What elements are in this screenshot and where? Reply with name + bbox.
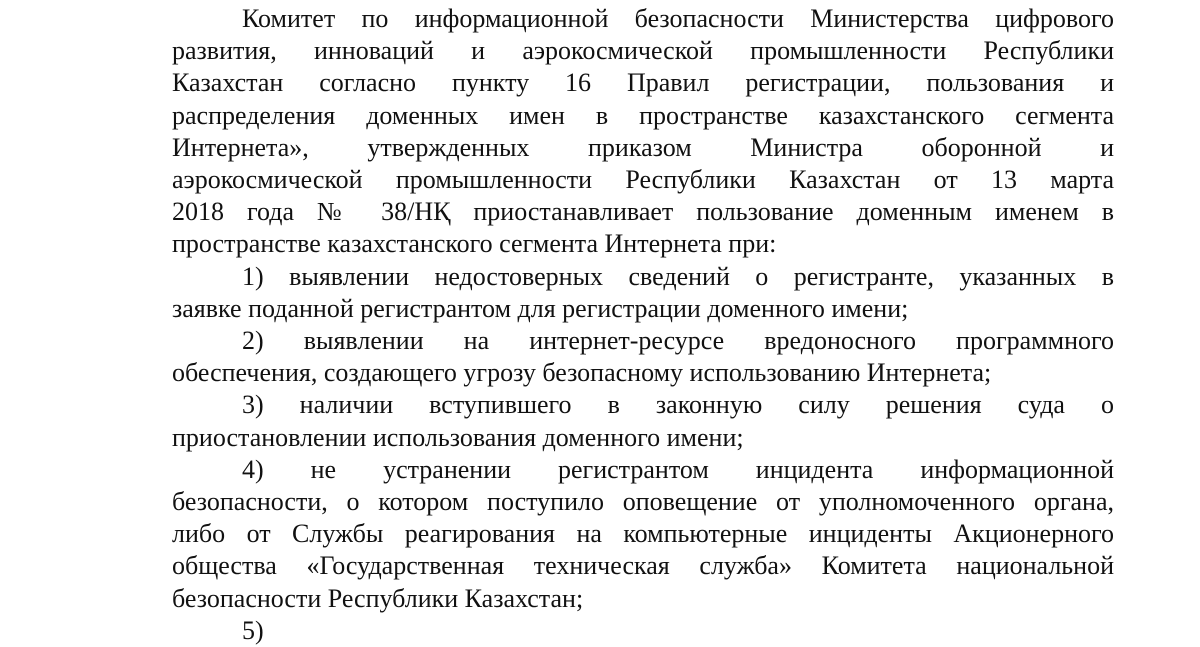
text-line: распределения доменных имен в пространстве казахстанского сегмента <box>172 100 1114 130</box>
text-line: либо от Службы реагирования на компьютерные инциденты Акционерного <box>172 519 1114 549</box>
text-line: 3) наличии вступившего в законную силу решения суда о <box>242 390 1114 420</box>
text-line: развития, инноваций и аэрокосмической промышленности Республики <box>172 36 1114 66</box>
list-item-4 <box>172 454 1114 615</box>
text-line: аэрокосмической промышленности Республики Казахстан от 13 марта <box>172 165 1114 195</box>
text-line: общества «Государственная техническая служба» Комитета национальной <box>172 551 1114 581</box>
list-item-1 <box>172 261 1114 325</box>
text-line: 1) выявлении недостоверных сведений о регистранте, указанных в <box>242 261 1114 291</box>
text-line: пространстве казахстанского сегмента Интернета при: <box>172 229 777 259</box>
text-line: Комитет по информационной безопасности Министерства цифрового <box>242 4 1114 33</box>
text-line: Интернета», утвержденных приказом Министра оборонной и <box>172 132 1114 162</box>
text-line: безопасности Республики Казахстан; <box>172 583 584 613</box>
text-line: 4) не устранении регистрантом инцидента информационной <box>242 454 1114 484</box>
list-item-3 <box>172 389 1114 453</box>
text-line: безопасности, о котором поступило оповещение от уполномоченного органа, <box>172 487 1114 517</box>
document-page <box>172 0 1114 645</box>
text-line: 2) выявлении на интернет-ресурсе вредоносного программного <box>242 326 1114 356</box>
text-line: приостановлении использования доменного имени; <box>172 422 744 452</box>
text-line: обеспечения, создающего угрозу безопасному использованию Интернета; <box>172 358 992 388</box>
list-item-5-partial <box>172 615 1114 645</box>
list-item-2 <box>172 325 1114 389</box>
text-line: Казахстан согласно пункту 16 Правил регистрации, пользования и <box>172 68 1114 98</box>
text-line: 5) <box>242 615 264 645</box>
intro-paragraph <box>172 3 1114 261</box>
document-body <box>172 0 1114 645</box>
text-line: заявке поданной регистрантом для регистрации доменного имени; <box>172 293 909 323</box>
text-line: 2018 года № 38/НҚ приостанавливает пользование доменным именем в <box>172 197 1114 227</box>
